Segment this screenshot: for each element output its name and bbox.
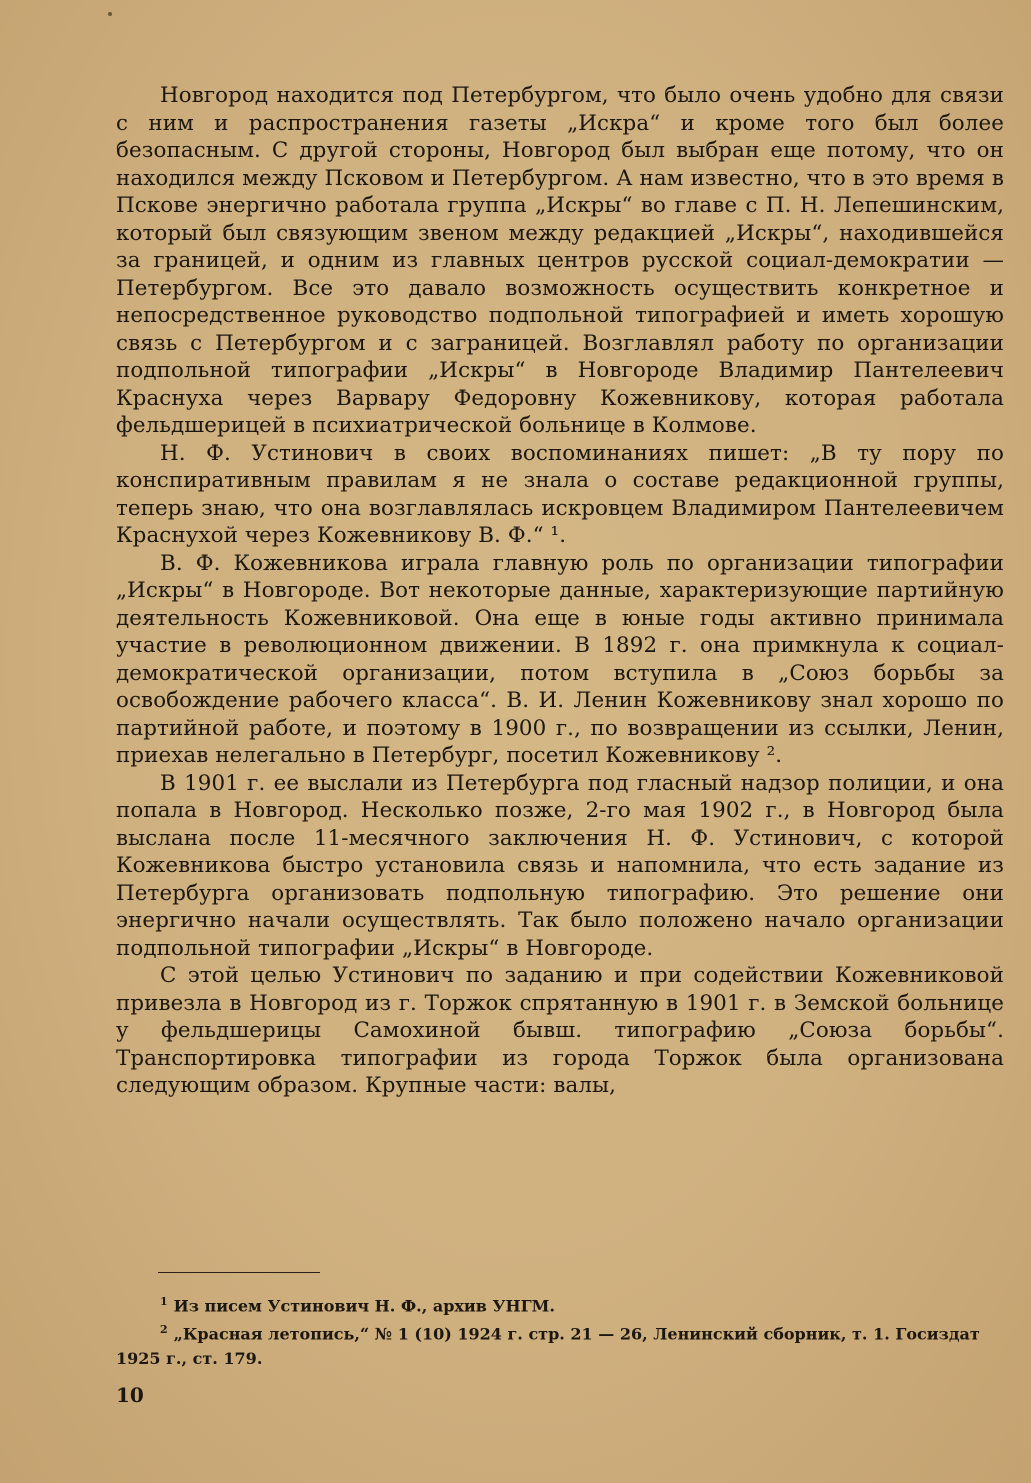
footnote [116, 1290, 1004, 1318]
footnote-number: 1 [160, 1295, 168, 1308]
footnote-text: Из писем Устинович Н. Ф., архив УНГМ. [173, 1296, 555, 1316]
footnote [116, 1318, 1004, 1370]
paragraph: В. Ф. Кожевникова играла главную роль по организации типографии „Искры“ в Новгороде. Вот некоторые данные, характеризующие партийную деятельность Кожевниковой. Она еще в юные годы активно принимала участие в революционном движении. В 1892 г. она примкнула к социал-демократической организации, потом вступила в „Союз борьбы за освобождение рабочего класса“. В. И. Ленин Кожевникову знал хорошо по партийной работе, и поэтому в 1900 г., по возвращении из ссылки, Ленин, приехав нелегально в Петербург, посетил Кожевникову ². [116, 550, 1004, 768]
paragraph: В 1901 г. ее выслали из Петербурга под гласный надзор полиции, и она попала в Новгород. Несколько позже, 2-го мая 1902 г., в Новгород была выслана после 11-месячного заключения Н. Ф. Устинович, с которой Кожевникова быстро установила связь и напомнила, что есть задание из Петербурга организовать подпольную типографию. Это решение они энергично начали осуществлять. Так было положено начало организации подпольной типографии „Искры“ в Новгороде. [116, 770, 1004, 961]
paragraph: Н. Ф. Устинович в своих воспоминаниях пишет: „В ту пору по конспиративным правилам я не знала о составе редакционной группы, теперь знаю, что она возглавлялась искровцем Владимиром Пантелеевичем Краснухой через Кожевникову В. Ф.“ ¹. [116, 440, 1004, 548]
footnote-divider [158, 1272, 320, 1273]
footnote-text: „Красная летопись,“ № 1 (10) 1924 г. стр. 21 — 26, Ленинский сборник, т. 1. Госиздат 1925 г., ст. 179. [116, 1324, 980, 1368]
footnotes [116, 1290, 1004, 1371]
paper-speck [108, 12, 112, 16]
footnote-number: 2 [160, 1323, 168, 1337]
paragraph: С этой целью Устинович по заданию и при содействии Кожевниковой привезла в Новгород из г. Торжок спрятанную в 1901 г. в Земской больнице у фельдшерицы Самохиной бывш. типографию „Союза борьбы“. Транспортировка типографии из города Торжок была организована следующим образом. Крупные части: валы, [116, 963, 1004, 1098]
paragraph: Новгород находится под Петербургом, что было очень удобно для связи с ним и распространения газеты „Искра“ и кроме того был более безопасным. С другой стороны, Новгород был выбран еще потому, что он находился между Псковом и Петербургом. А нам известно, что в это время в Пскове энергично работала группа „Искры“ во главе с П. Н. Лепешинским, который был связующим звеном между редакцией „Искры“, находившейся за границей, и одним из главных центров русской социал-демократии — Петербургом. Все это давало возможность осуществить конкретное и непосредственное руководство подпольной типографией и иметь хорошую связь с Петербургом и с заграницей. Возглавлял работу по организации подпольной типографии „Искры“ в Новгороде Владимир Пантелеевич Краснуха через Варвару Федоровну Кожевникову, которая работала фельдшерицей в психиатрической больнице в Колмове. [116, 83, 1004, 438]
page-number: 10 [116, 1383, 144, 1407]
main-text [116, 82, 1004, 1100]
